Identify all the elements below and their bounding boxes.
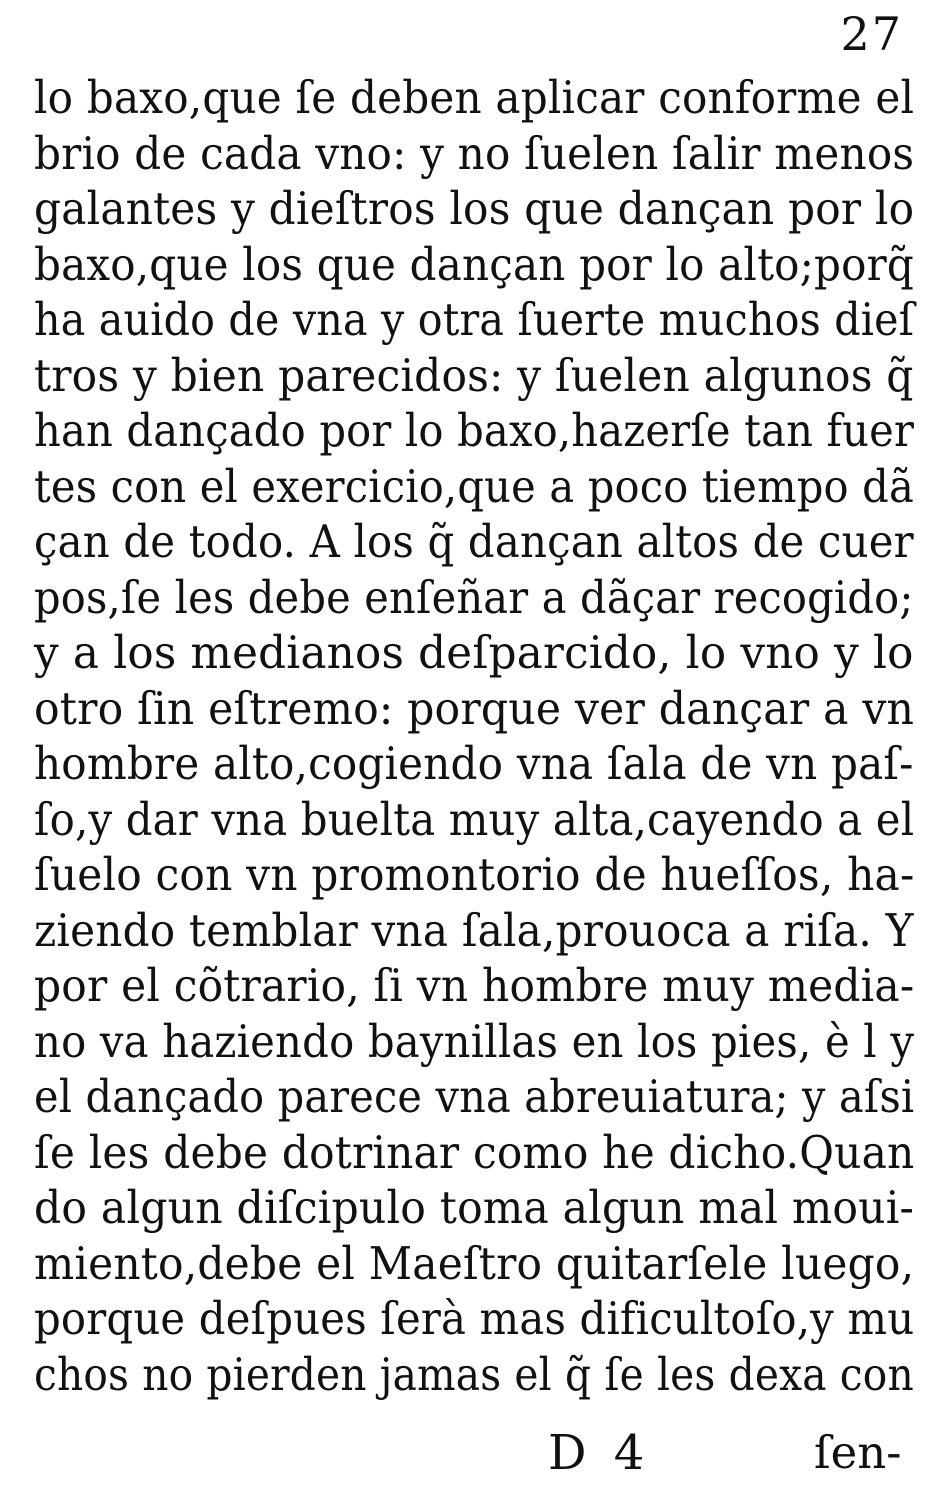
body-text	[34, 70, 914, 1402]
text-line: hombre alto,cogiendo vna ſala de vn paſ-	[34, 737, 914, 790]
text-line: porque deſpues ſerà mas dificultoſo,y mu	[34, 1292, 915, 1345]
text-line: do algun diſcipulo toma algun mal moui-	[34, 1181, 915, 1234]
text-line: tes con el exercicio,que a poco tiempo dã	[34, 459, 914, 513]
text-line: baxo,que los que dançan por lo alto;porq̃	[34, 237, 914, 291]
text-line: ha auido de vna y otra ſuerte muchos dieſ	[34, 293, 915, 346]
text-line: galantes y dieſtros los que dançan por lo	[34, 182, 915, 235]
text-line: otro ſin eſtremo: porque ver dançar a vn	[34, 681, 915, 735]
page-footer	[0, 1425, 939, 1485]
page-number: 27	[840, 7, 903, 61]
text-line: chos no pierden jamas el q̃ ſe les dexa con	[34, 1347, 914, 1401]
text-line: por el cõtrario, ſi vn hombre muy media-	[34, 959, 915, 1012]
text-line: ſo,y dar vna buelta muy alta,cayendo a el	[34, 792, 915, 846]
text-line: çan de todo. A los q̃ dançan altos de cuer	[34, 515, 914, 568]
text-line: lo baxo,que ſe deben aplicar conforme el	[34, 71, 915, 124]
text-line: ziendo temblar vna ſala,prouoca a riſa. Y	[34, 903, 914, 957]
text-line: pos,ſe les debe enſeñar a dãçar recogido;	[34, 570, 914, 624]
text-line: y a los medianos deſparcido, lo vno y lo	[34, 626, 914, 679]
text-line: brio de cada vno: y no ſuelen ſalir menos	[34, 126, 915, 180]
text-line: tros y bien parecidos: y ſuelen algunos q̃	[34, 348, 914, 402]
text-line: el dançado parece vna abreuiatura; y aſsi	[34, 1070, 915, 1123]
text-line: miento,debe el Maeſtro quitarſele luego,	[34, 1236, 915, 1290]
signature-mark: D 4	[548, 1425, 651, 1481]
text-line: no va haziendo baynillas en los pies, è l y	[34, 1014, 915, 1068]
catchword: ſen-	[814, 1426, 902, 1479]
text-line: han dançado por lo baxo,hazerſe tan fuer	[34, 404, 915, 457]
text-line: ſe les debe dotrinar como he dicho.Quan	[34, 1125, 915, 1179]
text-line: ſuelo con vn promontorio de hueſſos, ha-	[34, 848, 915, 901]
